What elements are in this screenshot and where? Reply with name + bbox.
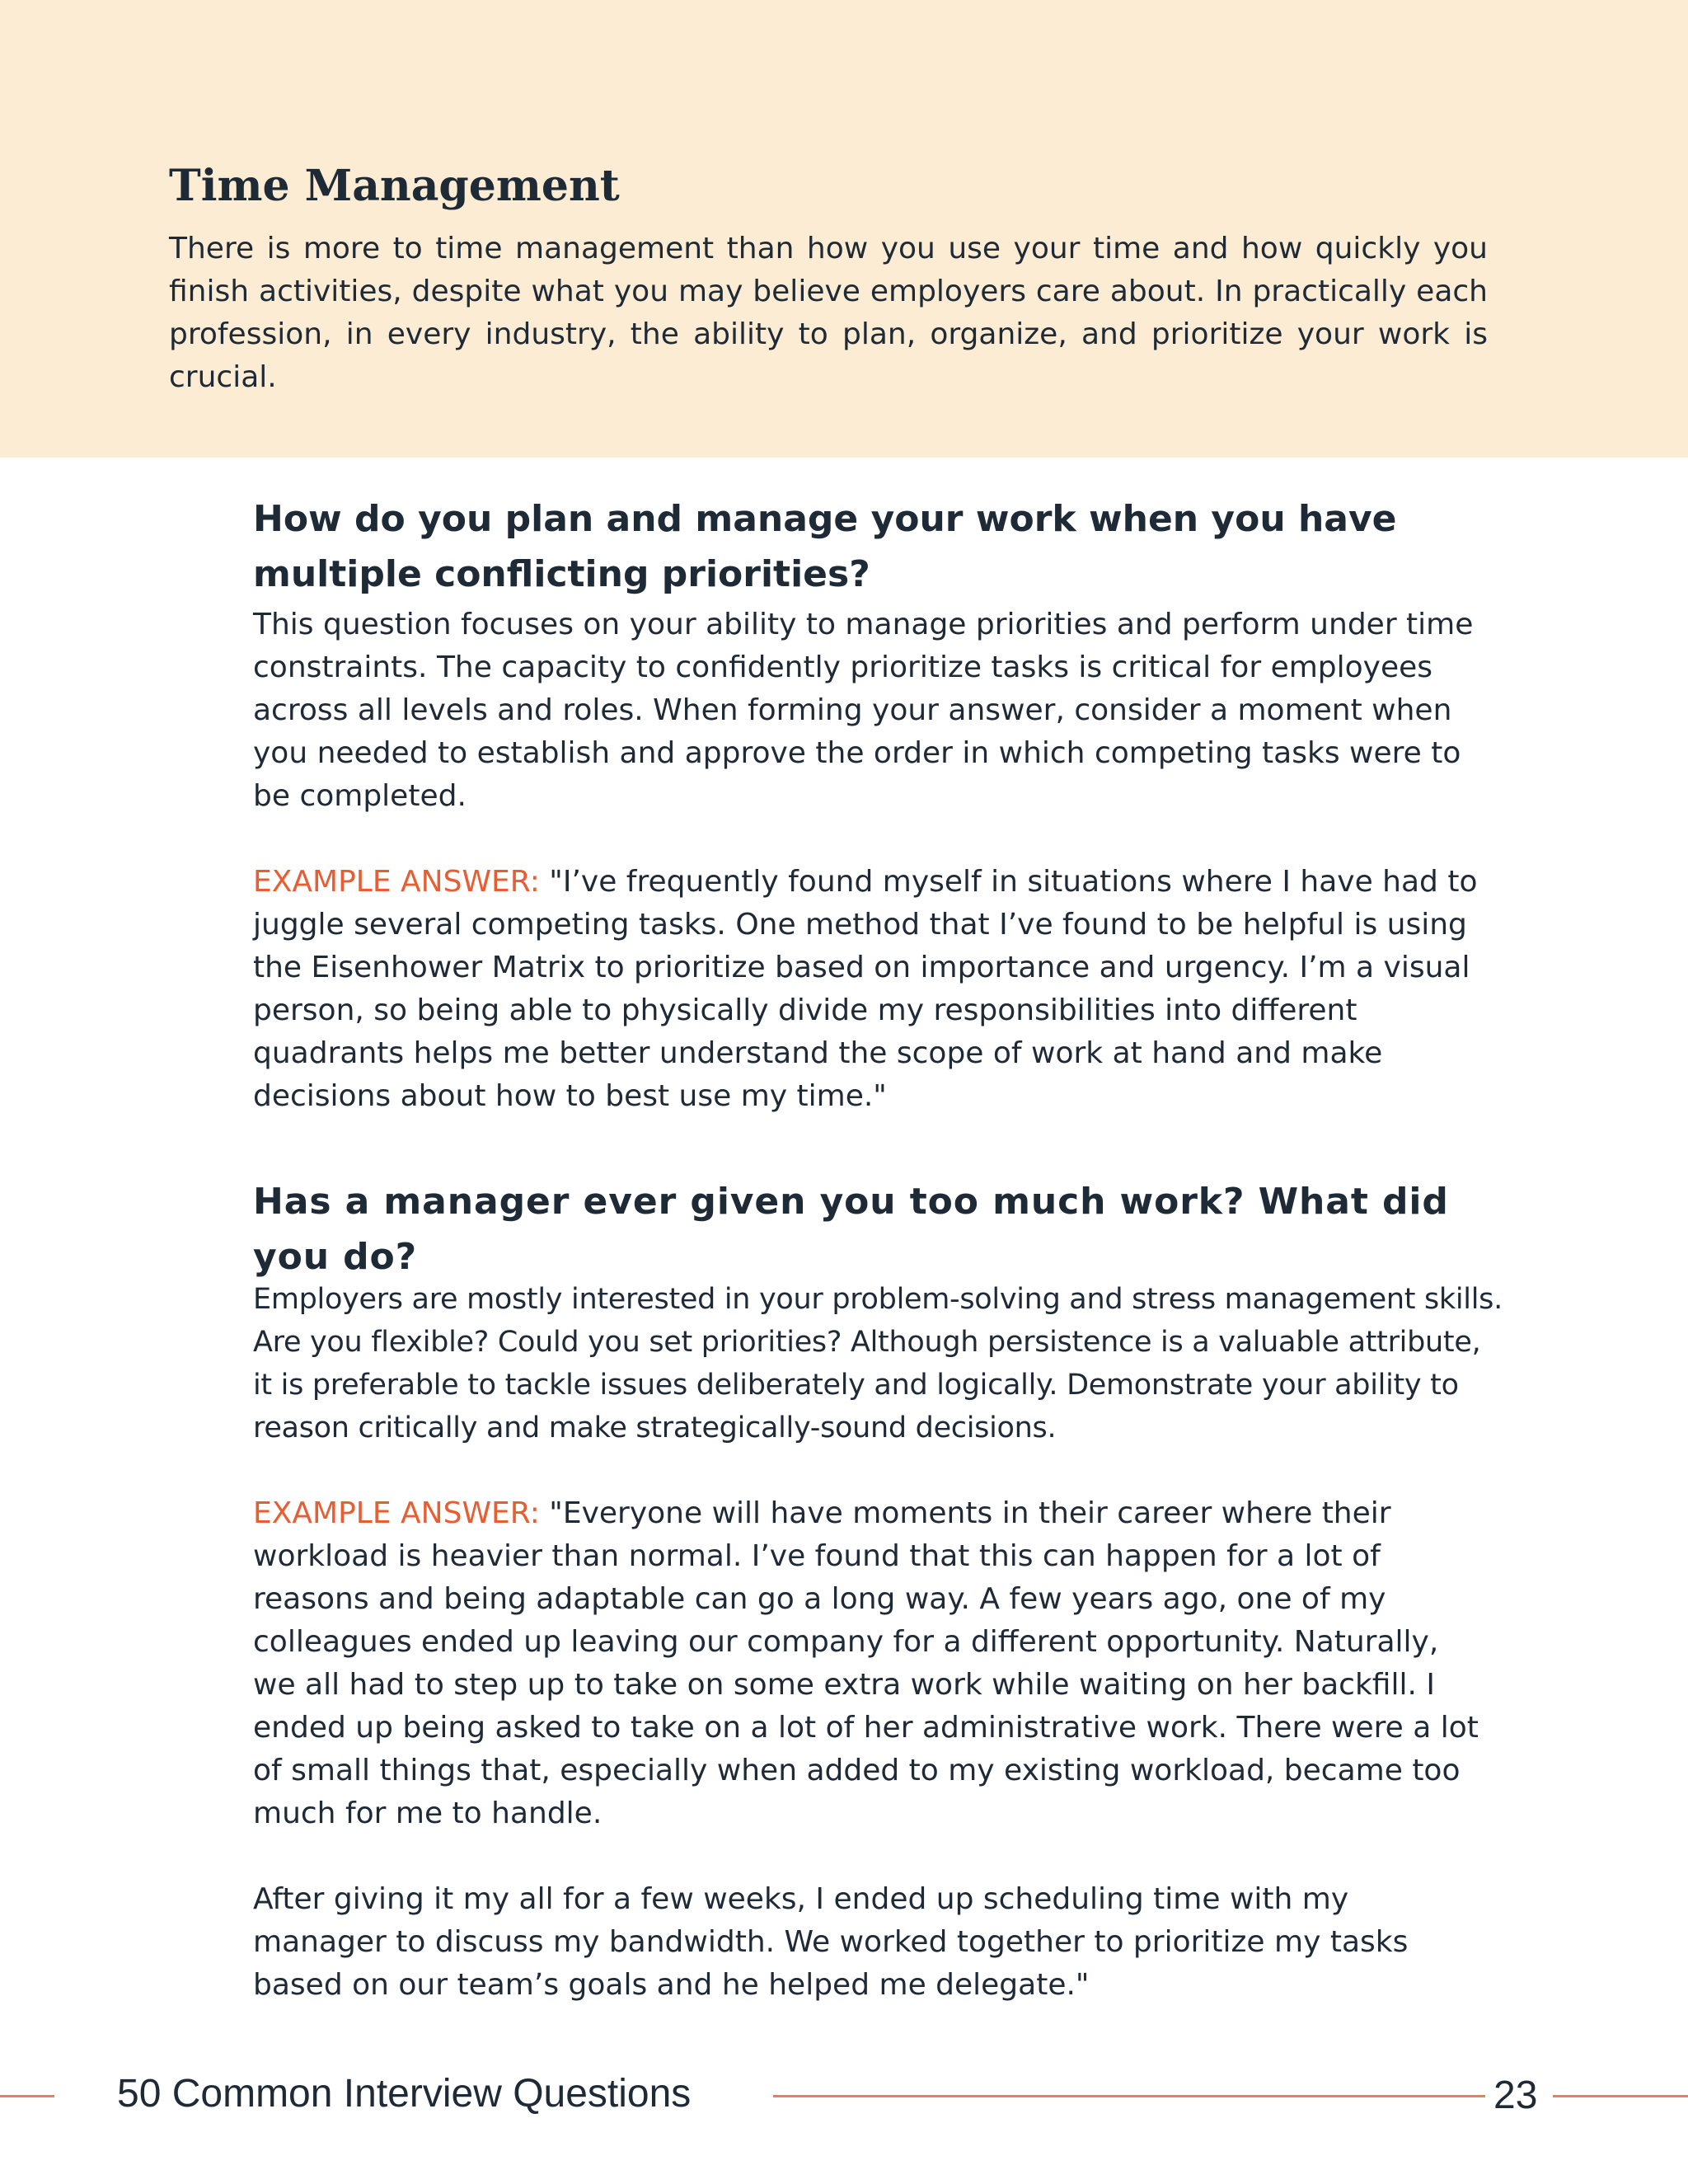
footer-divider-right	[1553, 2095, 1688, 2097]
example-answer	[253, 861, 1489, 1118]
question-title: How do you plan and manage your work when you have multiple conflicting priorities?	[253, 498, 1397, 595]
example-answer-label: EXAMPLE ANSWER:	[253, 1496, 540, 1530]
footer-divider-left	[0, 2095, 54, 2097]
example-answer-continuation: After giving it my all for a few weeks, I ended up scheduling time with my manager to discuss my bandwidth. We worked together to prioritize my tasks based on our team’s goals and he helped me delegate."	[253, 1882, 1409, 2002]
question-block-2	[253, 1174, 1506, 2007]
example-answer-label: EXAMPLE ANSWER:	[253, 865, 540, 899]
question-title: Has a manager ever given you too much work? What did you do?	[253, 1181, 1449, 1278]
section-title: Time Management	[169, 161, 620, 211]
section-header-banner	[0, 0, 1688, 458]
footer-divider-middle	[773, 2095, 1485, 2097]
page-number: 23	[1493, 2074, 1538, 2117]
question-block-1	[253, 491, 1489, 1118]
question-description: Employers are mostly interested in your problem-solving and stress management skills. Are you flexible? Could you set priorities? Although persistence is a valuable attribute, it is preferable to tackle issues deliberately and logically. Demonstrate your ability to reason critically and make strategically-sound decisions.	[253, 1283, 1503, 1444]
example-answer	[253, 1492, 1489, 1835]
example-answer-text: "I’ve frequently found myself in situations where I have had to juggle several competing tasks. One method that I’ve found to be helpful is using the Eisenhower Matrix to prioritize based on importance and urgency. I’m a visual person, so being able to physically divide my responsibilities into different quadrants helps me better understand the scope of work at hand and make decisions about how to best use my time."	[253, 865, 1478, 1113]
question-description: This question focuses on your ability to manage priorities and perform under time constraints. The capacity to confidently prioritize tasks is critical for employees across all levels and roles. When forming your answer, consider a moment when you needed to establish and approve the order in which competing tasks were to be completed.	[253, 608, 1474, 813]
section-intro: There is more to time management than how you use your time and how quickly you finish activities, despite what you may believe employers care about. In practically each profession, in every industry, the ability to plan, organize, and prioritize your work is crucial.	[169, 232, 1488, 394]
footer-document-title: 50 Common Interview Questions	[117, 2072, 692, 2116]
example-answer-text: "Everyone will have moments in their career where their workload is heavier than normal. I’ve found that this can happen for a lot of reasons and being adaptable can go a long way. A few years ago, one of my colleagues ended up leaving our company for a different opportunity. Naturally, we all had to step up to take on some extra work while waiting on her backfill. I ended up being asked to take on a lot of her administrative work. There were a lot of small things that, especially when added to my existing workload, became too much for me to handle.	[253, 1496, 1479, 1830]
